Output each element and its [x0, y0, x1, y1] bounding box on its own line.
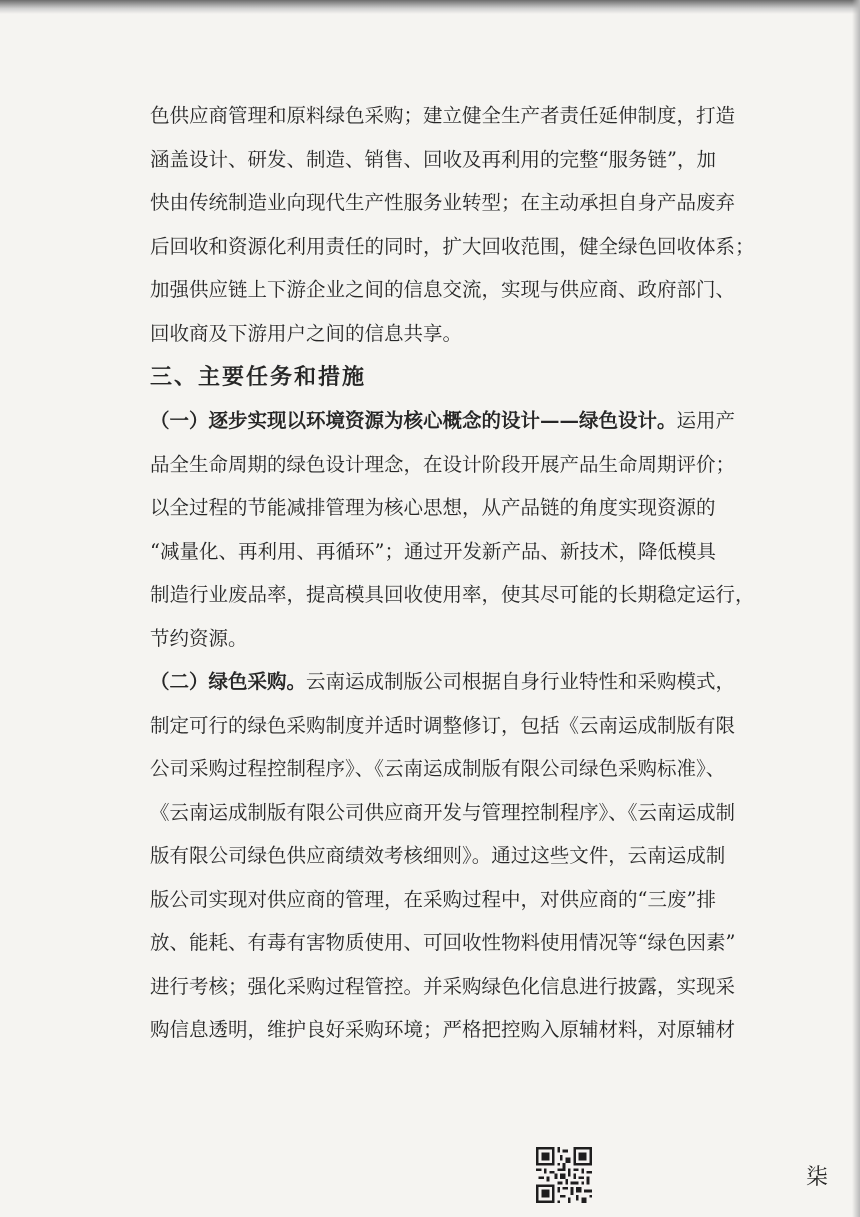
- text-line: 制定可行的绿色采购制度并适时调整修订，包括《云南运成制版有限: [150, 713, 736, 737]
- text-line: 版有限公司绿色供应商绩效考核细则》。通过这些文件，云南运成制: [150, 844, 726, 867]
- qr-code-icon: [536, 1147, 592, 1203]
- text-line: 涵盖设计、研发、制造、销售、回收及再利用的完整“服务链”，加: [150, 147, 716, 171]
- paragraph-supply-chain: [150, 94, 755, 355]
- item-first-line-rest: 运用产: [676, 409, 736, 432]
- text-line: 快由传统制造业向现代生产性服务业转型；在主动承担自身产品废弃: [150, 191, 736, 214]
- text-line: “减量化、再利用、再循环”；通过开发新产品、新技术，降低模具: [150, 539, 716, 563]
- text-line: [150, 660, 736, 704]
- item-title: （二）绿色采购。: [150, 670, 307, 693]
- scan-edge-top: [0, 0, 860, 14]
- document-body: [150, 94, 755, 1052]
- text-line: 回收商及下游用户之间的信息共享。: [150, 321, 463, 345]
- text-line: 进行考核；强化采购过程管控。并采购绿色化信息进行披露，实现采: [150, 974, 736, 998]
- page-number: 柒: [806, 1165, 829, 1190]
- text-line: [150, 399, 736, 443]
- text-line: 购信息透明，维护良好采购环境；严格把控购入原辅材料，对原辅材: [150, 1018, 736, 1041]
- scan-edge-right: [852, 0, 860, 1217]
- text-line: 加强供应链上下游企业之间的信息交流，实现与供应商、政府部门、: [150, 278, 736, 301]
- text-line: 《云南运成制版有限公司供应商开发与管理控制程序》、《云南运成制: [150, 800, 736, 824]
- section-heading: 三、主要任务和措施: [150, 364, 367, 390]
- item-green-design: [150, 399, 755, 660]
- item-first-line-rest: 云南运成制版公司根据自身行业特性和采购模式，: [306, 670, 736, 693]
- item-green-procurement: [150, 660, 736, 1052]
- text-line: 色供应商管理和原料绿色采购；建立健全生产者责任延伸制度，打造: [150, 104, 736, 127]
- text-line: 品全生命周期的绿色设计理念，在设计阶段开展产品生命周期评价；: [150, 452, 736, 476]
- text-line: 版公司实现对供应商的管理，在采购过程中，对供应商的“三废”排: [150, 887, 716, 911]
- text-line: 放、能耗、有毒有害物质使用、可回收性物料使用情况等“绿色因素”: [150, 931, 736, 954]
- text-line: 制造行业废品率，提高模具回收使用率，使其尽可能的长期稳定运行，: [150, 583, 755, 606]
- text-line: 以全过程的节能减排管理为核心思想，从产品链的角度实现资源的: [150, 496, 716, 519]
- text-line: 节约资源。: [150, 626, 248, 650]
- item-title: （一）逐步实现以环境资源为核心概念的设计——绿色设计。: [150, 409, 677, 432]
- text-line: 后回收和资源化利用责任的同时，扩大回收范围，健全绿色回收体系；: [150, 234, 755, 258]
- text-line: 公司采购过程控制程序》、《云南运成制版有限公司绿色采购标准》、: [150, 757, 726, 780]
